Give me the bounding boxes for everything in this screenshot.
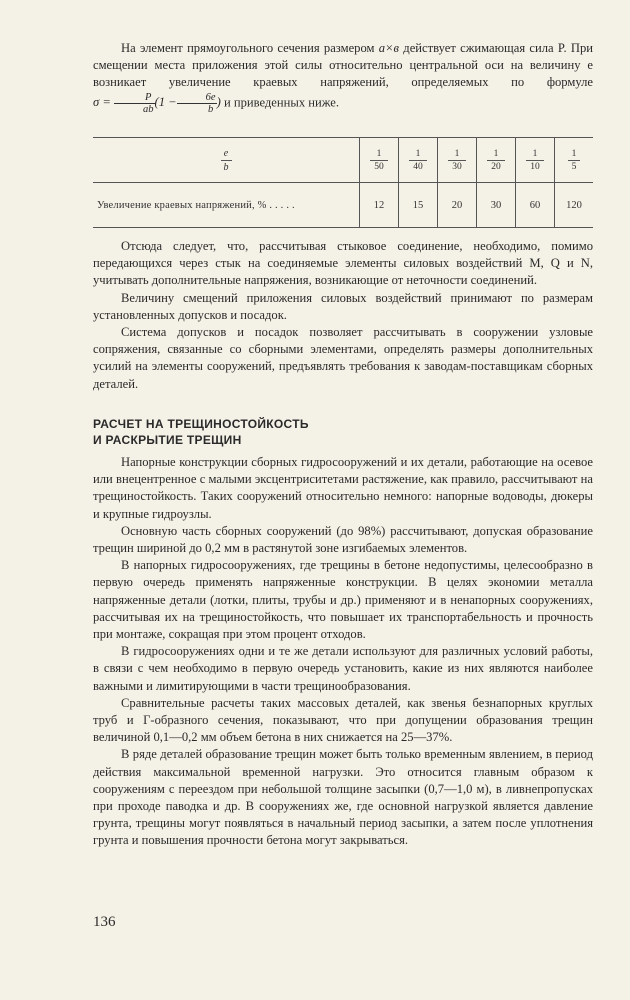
formula-sigma: σ = bbox=[93, 95, 111, 109]
ratio-cell: $\frac{1}{40}$ bbox=[399, 138, 438, 183]
paragraph: В гидросооружениях одни и те же детали используют для различных условий работы, в связи с чем необходимо в первую очередь установить, какие из них являются наиболее важными и лимитирующими в части трещинообразования. bbox=[93, 644, 593, 693]
intro-end: и приведенных ниже. bbox=[223, 95, 340, 109]
section-heading bbox=[93, 416, 593, 448]
page-number: 136 bbox=[93, 914, 116, 930]
ratio-cell: $\frac{1}{20}$ bbox=[477, 138, 516, 183]
ratio-cell: $\frac{1}{10}$ bbox=[516, 138, 555, 183]
paragraph: Основную часть сборных сооружений (до 98%) рассчитывают, допуская образование трещин шириной до 0,2 мм в растянутой зоне изгибаемых элементов. bbox=[93, 523, 593, 556]
value-cell: 20 bbox=[438, 183, 477, 228]
intro-paragraph bbox=[93, 40, 593, 115]
intro-start: На элемент прямоугольного сечения размером bbox=[121, 41, 375, 55]
value-cell: 120 bbox=[555, 183, 594, 228]
ratio-cell: $\frac{1}{30}$ bbox=[438, 138, 477, 183]
table-header-label: $\frac{e}{b}$ bbox=[93, 138, 360, 183]
paragraph: Величину смещений приложения силовых воздействий принимают по размерам установленных допусков и посадок. bbox=[93, 290, 593, 322]
intro-rest: действует сжимающая сила P. При смещении места приложения этой силы относительно центральной оси на величину e возникает увеличение краевых напряжений, определяемых по формуле bbox=[93, 41, 593, 90]
formula-frac-outer: $\frac{P}{ab}$ bbox=[114, 92, 155, 115]
paragraph: Отсюда следует, что, рассчитывая стыковое соединение, необходимо, помимо передающихся через стык на соединяемые элементы силовых воздействий M, Q и N, учитывать дополнительные напряжения, возникающие от неточности соединений. bbox=[93, 239, 593, 288]
paragraph: Система допусков и посадок позволяет рассчитывать в сооружении узловые сопряжения, связанные со сборными элементами, определять размеры дополнительных усилий на элементы сооружений, предъявлять требования к заводам-поставщикам сборных деталей. bbox=[93, 325, 593, 391]
value-cell: 15 bbox=[399, 183, 438, 228]
top-body-text bbox=[93, 238, 593, 393]
formula-close: ) bbox=[216, 95, 221, 109]
value-cell: 12 bbox=[360, 183, 399, 228]
stress-formula bbox=[93, 91, 224, 115]
intro-text bbox=[93, 40, 593, 115]
paragraph: Напорные конструкции сборных гидросооружений и их детали, работающие на осевое или внецентренное с малыми эксцентриситетами растяжение, как правило, рассчитывают на трещиностойкость. Таких сооружений относительно немного: напорные водоводы, дюкеры и крупные гидроузлы. bbox=[93, 455, 593, 521]
value-cell: 60 bbox=[516, 183, 555, 228]
table-header-row bbox=[93, 138, 593, 183]
heading-line-1: РАСЧЕТ НА ТРЕЩИНОСТОЙКОСТЬ bbox=[93, 417, 309, 431]
stress-increase-table bbox=[93, 137, 593, 228]
paragraph: Сравнительные расчеты таких массовых деталей, как звенья безнапорных круглых труб и Г-образного сечения, показывают, что при допущении образования трещин величиной 0,1—0,2 мм объем бетона в них снижается на 25—37%. bbox=[93, 695, 593, 745]
heading-line-2: И РАСКРЫТИЕ ТРЕЩИН bbox=[93, 433, 242, 447]
table-row bbox=[93, 183, 593, 228]
ratio-cell: $\frac{1}{5}$ bbox=[555, 138, 594, 183]
table-row-label: Увеличение краевых напряжений, % . . . . . bbox=[93, 183, 360, 228]
paragraph: В ряде деталей образование трещин может быть только временным явлением, в период действия максимальной временной нагрузки. Это относится главным образом к сооружениям с переездом при небольшой толщине засыпки (0,7—1,0 м), в ливнепропусках при проходе паводка и др. В сооружениях же, где основной нагрузкой является давление грунта, трещины могут появляться в начальный период засыпки, а затем после уплотнения грунта и повышения прочности бетона могут закрываться. bbox=[93, 747, 593, 848]
value-cell: 30 bbox=[477, 183, 516, 228]
formula-frac-inner: $\frac{6e}{b}$ bbox=[177, 92, 217, 115]
intro-dims: a×в bbox=[378, 41, 400, 55]
formula-open: (1 − bbox=[154, 95, 177, 109]
paragraph: В напорных гидросооружениях, где трещины в бетоне недопустимы, целесообразно в первую очередь применять напряженные конструкции. В целях экономии металла напряженные детали (лотки, плиты, трубы и др.) применяют и в ненапорных сооружениях, рассчитывая их на трещиностойкость, что повышает их транспортабельность и прочность при монтаже, сокращая при этом процент отходов. bbox=[93, 558, 593, 642]
section-body-text bbox=[93, 454, 593, 850]
ratio-cell: $\frac{1}{50}$ bbox=[360, 138, 399, 183]
